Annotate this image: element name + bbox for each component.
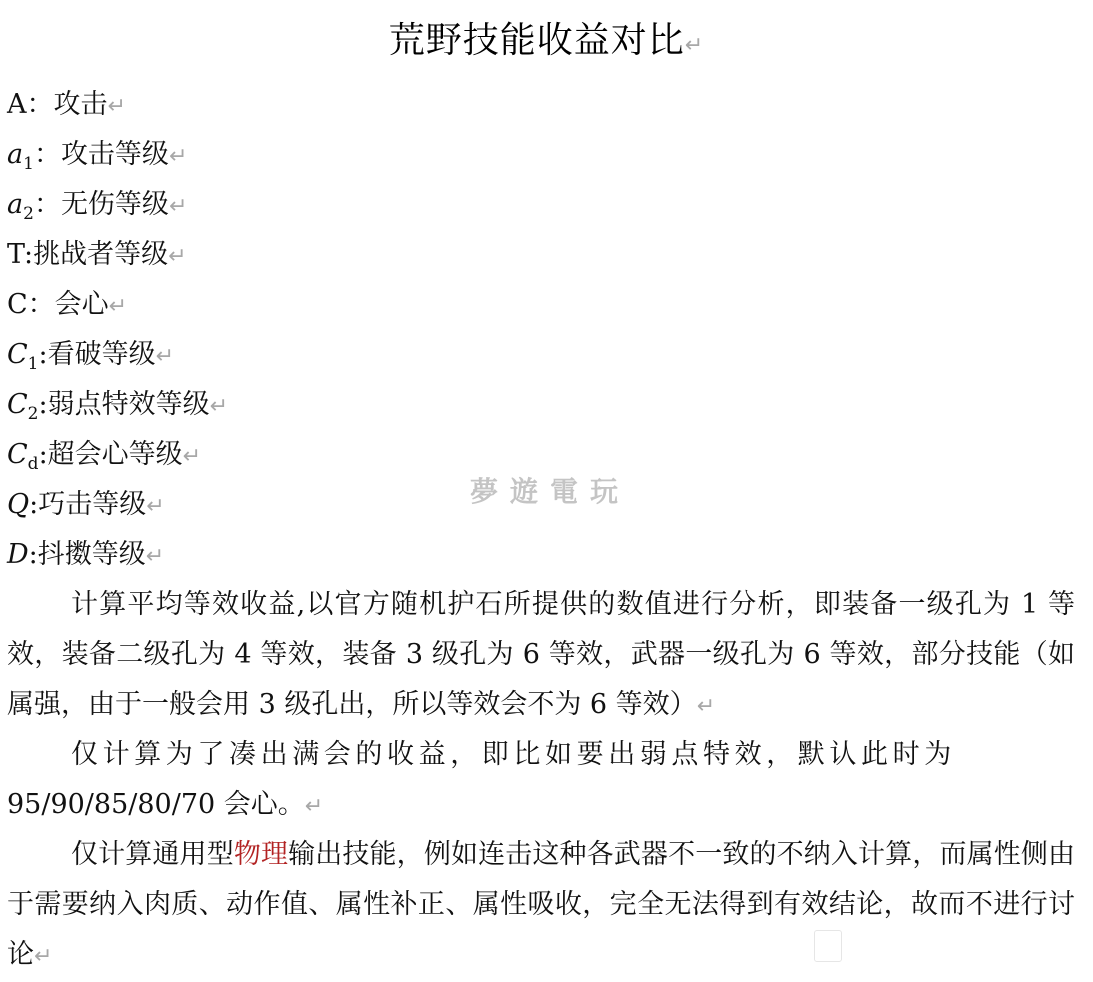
definition-item [7, 530, 228, 580]
definition-list [7, 80, 228, 580]
definition-text: 攻击 [53, 89, 108, 120]
definition-text: 超会心等级 [47, 439, 183, 470]
definition-separator: : [38, 439, 48, 470]
variable-symbol: a [7, 139, 24, 170]
variable-symbol: C [7, 339, 28, 370]
paragraph-mark: ↵ [684, 33, 705, 58]
paragraph-mark: ↵ [145, 544, 165, 569]
paragraph-3: 仅计算通用型物理输出技能，例如连击这种各武器不一致的不纳入计算，而属性侧由于需要纳入肉质、动作值、属性补正、属性吸收，完全无法得到有效结论，故而不进行讨论↵ [7, 839, 1076, 970]
definition-separator: : [24, 239, 34, 270]
paragraph-mark: ↵ [168, 194, 188, 219]
paragraph-mark: ↵ [696, 694, 716, 719]
definition-text: 弱点特效等级 [47, 389, 210, 420]
definition-text: 挑战者等级 [33, 239, 169, 270]
paragraph-mark: ↵ [108, 294, 128, 319]
variable-symbol: D [7, 539, 29, 570]
paragraph-mark: ↵ [209, 394, 229, 419]
watermark-logo: 夢遊電玩 [470, 475, 631, 508]
definition-text: 看破等级 [47, 339, 156, 370]
paragraph-1: 计算平均等效收益,以官方随机护石所提供的数值进行分析，即装备一级孔为 1 等效，装备二级孔为 4 等效，装备 3 级孔为 6 等效，武器一级孔为 6 等效，部分技能（如属强，由于一般会用 3 级孔出，所以等效会不为 6 等效）↵ [7, 589, 1075, 720]
definition-item [7, 280, 228, 330]
definition-item [7, 130, 228, 180]
document-title: 荒野技能收益对比↵ [388, 20, 705, 61]
paragraph-2 [7, 730, 1075, 832]
definition-item [7, 180, 228, 230]
variable-subscript: 1 [27, 354, 39, 374]
image-artifact [814, 930, 842, 962]
definition-separator: : [38, 339, 48, 370]
paragraph-mark: ↵ [182, 444, 202, 469]
definition-text: 无伤等级 [60, 189, 169, 220]
definition-text: 攻击等级 [60, 139, 169, 170]
definition-item [7, 480, 228, 530]
definition-item [7, 80, 228, 130]
definition-text: 抖擞等级 [37, 539, 146, 570]
paragraph-mark: ↵ [107, 94, 126, 119]
definition-text: 巧击等级 [38, 489, 147, 520]
definition-item [7, 330, 228, 380]
paragraph-mark: ↵ [168, 244, 187, 269]
variable-symbol: C [7, 389, 28, 420]
variable-subscript: 2 [27, 404, 39, 424]
paragraph-mark: ↵ [168, 144, 188, 169]
paragraph-mark: ↵ [155, 344, 175, 369]
variable-symbol: A [7, 89, 27, 120]
paragraph-mark: ↵ [304, 794, 324, 819]
variable-subscript: 2 [23, 204, 34, 224]
definition-separator: ： [33, 139, 61, 170]
paragraph-mark: ↵ [34, 944, 53, 969]
variable-subscript: 1 [23, 154, 34, 174]
definition-item [7, 380, 228, 430]
definition-separator: ： [27, 289, 55, 320]
variable-symbol: C [7, 289, 28, 320]
highlighted-term: 物理 [233, 839, 289, 870]
definition-separator: ： [26, 89, 54, 120]
paragraph-2-line-1: 仅计算为了凑出满会的收益，即比如要出弱点特效，默认此时为 [71, 739, 956, 770]
definition-item [7, 230, 228, 280]
definition-separator: : [29, 489, 39, 520]
variable-subscript: d [27, 454, 39, 474]
definition-text: 会心 [54, 289, 109, 320]
paragraph-mark: ↵ [146, 494, 165, 519]
variable-symbol: T [7, 239, 25, 270]
variable-symbol: Q [7, 489, 30, 520]
paragraph-2-line-2: 95/90/85/80/70 会心。 [7, 789, 305, 820]
definition-separator: : [38, 389, 48, 420]
variable-symbol: a [7, 189, 24, 220]
definition-separator: : [28, 539, 38, 570]
variable-symbol: C [7, 439, 28, 470]
definition-separator: ： [33, 189, 61, 220]
definition-item [7, 430, 228, 480]
